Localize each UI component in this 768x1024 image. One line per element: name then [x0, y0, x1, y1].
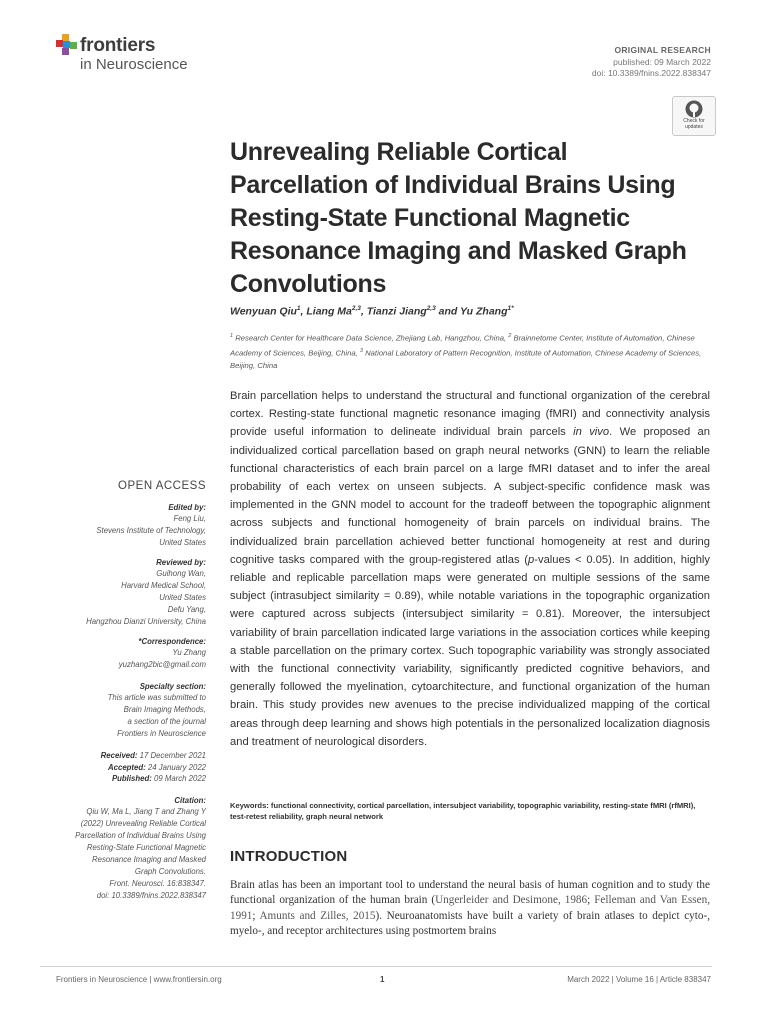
check-for-updates-button[interactable]: [672, 96, 716, 136]
affiliation-1: Research Center for Healthcare Data Science, Zhejiang Lab, Hangzhou, China,: [235, 333, 507, 343]
affiliation-2: Brainnetome Center, Institute of Automation, Chinese Academy of Sciences, Beijing, China,: [230, 333, 695, 358]
keywords: Keywords: functional connectivity, cortical parcellation, intersubject variability, topographic variability, resting-state fMRI (rfMRI), test-retest reliability, graph neural network: [230, 801, 696, 821]
editor-line: Feng Liu,: [173, 514, 206, 523]
citation-line: Parcellation of Individual Brains Using: [75, 830, 206, 840]
reviewer-line: Hangzhou Dianzi University, China: [86, 617, 206, 626]
editor-line: Stevens Institute of Technology,: [96, 526, 206, 535]
specialty-heading: Specialty section:: [139, 682, 206, 691]
article-title: Unrevealing Reliable Cortical Parcellation of Individual Brains Using Resting-State Functional Magnetic Resonance Imaging and Masked Graph Convolutions: [230, 138, 687, 298]
edited-by-heading: Edited by:: [168, 503, 206, 512]
correspondence-heading: *Correspondence:: [138, 637, 206, 646]
article-info-sidebar: [40, 480, 206, 902]
citation-line: Graph Convolutions.: [134, 866, 206, 876]
affiliation-3: National Laboratory of Pattern Recognition, Institute of Automation, Chinese Academy of Sciences, Beijing, China: [230, 348, 702, 371]
reviewer-line: Defu Yang,: [167, 605, 206, 614]
check-updates-icon: [685, 100, 703, 118]
citation-line: Qiu W, Ma L, Jiang T and Zhang Y: [86, 806, 206, 816]
specialty-line: Frontiers in Neuroscience: [117, 729, 206, 738]
correspondence-name: Yu Zhang: [172, 648, 206, 657]
affiliation-number: 2: [508, 333, 512, 339]
published-date-sidebar: Published: 09 March 2022: [111, 774, 206, 783]
footer-divider: [40, 966, 712, 967]
abstract-italic: p: [528, 553, 535, 566]
specialty-line: Brain Imaging Methods,: [123, 705, 206, 714]
reference-link[interactable]: Amunts and Zilles, 2015: [259, 909, 376, 922]
reviewed-by-heading: Reviewed by:: [156, 558, 206, 567]
introduction-text: Brain atlas has been an important tool to understand the neural basis of human cognition and to study the functional organization of the human brain (Ungerleider and Desimone, 1986; Felleman and Van Essen, 1991; Amunts and Zilles, 2015). Neuroanatomists have built a variety of brain atlases to depict cyto-, myelo-, and receptor architectures using postmortem brains: [230, 879, 711, 937]
citation-line: Resting-State Functional Magnetic: [86, 842, 206, 852]
article-type: ORIGINAL RESEARCH: [614, 45, 711, 55]
frontiers-logo-icon: [56, 34, 78, 56]
abstract-text: Brain parcellation helps to understand the structural and functional organization of the cerebral cortex. Resting-state functional magnetic resonance imaging (fMRI) and connectivity analysis provide useful information to delineate individual brain parcels: [230, 390, 710, 439]
citation-heading: Citation:: [174, 795, 206, 805]
affiliations: [230, 330, 710, 373]
specialty-line: This article was submitted to: [107, 693, 206, 702]
logo-word-frontiers: frontiers: [80, 35, 156, 56]
author-affiliation-sup: 2,3: [351, 305, 361, 312]
open-access-label: OPEN ACCESS: [118, 480, 206, 492]
abstract-text: . We proposed an individualized cortical parcellation based on graph neural networks (GNN) to learn the reliable functional characteristics of each brain parcel on a large fMRI dataset and to infer the areal probability of each vertex on unseen subjects. A subject-specific confidence mask was implemented in the GNN model to account for the tradeoff between the topographic alignment across subjects and functional homogeneity of brain parcels on individual brains. The individualized brain parcellation achieved better functional homogeneity at rest and during cognitive tasks compared with the group-registered atlas (: [230, 426, 710, 566]
abstract: [230, 387, 710, 751]
received-date: Received: 17 December 2021: [100, 751, 206, 760]
abstract-text: -values < 0.05). In addition, highly reliable and replicable parcellation maps were generated on multiple sessions of the same subject (intrasubject similarity = 0.89), while notable variations in the topographic organization were captured across subjects (intersubject similarity = 0.81). Moreover, the intersubject variability of brain parcellation indicated large variations in the association cortices while keeping a stable parcellation on the primary cortex. Such topographic variability was strongly associated with the functional connectivity variability, significantly predicted cognitive behaviors, and generally followed the myelination, cytoarchitecture, and functional organization of the human brain. This study provides new avenues to the precise individualized mapping of the cortical areas through deep learning and shows high potentials in the personalized localization diagnosis and treatment of neurological disorders.: [230, 553, 710, 748]
reviewer-line: Harvard Medical School,: [121, 581, 206, 590]
author-affiliation-sup: 1: [296, 305, 301, 312]
citation-line: (2022) Unrevealing Reliable Cortical: [80, 818, 206, 828]
author-list: [230, 305, 514, 318]
author-name[interactable]: Wenyuan Qiu: [230, 305, 297, 318]
editor-line: United States: [159, 538, 206, 547]
abstract-italic: in vivo: [573, 426, 610, 439]
author-separator: ,: [300, 305, 307, 318]
author-affiliation-sup: 1*: [507, 305, 514, 312]
logo-word-journal: in Neuroscience: [80, 56, 188, 73]
reference-link[interactable]: Felleman and Van Essen, 1991: [230, 894, 710, 922]
specialty-line: a section of the journal: [127, 717, 206, 726]
author-name[interactable]: Liang Ma: [306, 305, 352, 318]
accepted-date: Accepted: 24 January 2022: [108, 762, 206, 772]
citation-line: Front. Neurosci. 16:838347.: [109, 878, 206, 888]
citation-doi[interactable]: doi: 10.3389/fnins.2022.838347: [96, 890, 206, 900]
affiliation-number: 3: [359, 348, 363, 355]
author-separator: and: [435, 305, 461, 318]
author-name[interactable]: Tianzi Jiang: [366, 305, 427, 318]
page-number: 1: [380, 975, 385, 984]
affiliation-number: 1: [230, 333, 234, 339]
doi-link[interactable]: doi: 10.3389/fnins.2022.838347: [591, 68, 711, 78]
published-date: published: 09 March 2022: [613, 57, 711, 67]
reviewer-line: United States: [159, 593, 206, 602]
footer-journal[interactable]: Frontiers in Neuroscience | www.frontiersin.org: [56, 975, 222, 984]
footer-issue-info: March 2022 | Volume 16 | Article 838347: [567, 975, 711, 984]
reviewer-line: Guihong Wan,: [156, 569, 206, 578]
check-updates-label: [673, 118, 715, 130]
journal-logo: [56, 34, 226, 78]
author-name[interactable]: Yu Zhang: [460, 305, 508, 318]
introduction-heading: INTRODUCTION: [230, 848, 348, 865]
correspondence-email[interactable]: yuzhang2bic@gmail.com: [118, 660, 206, 669]
reference-link[interactable]: Ungerleider and Desimone, 1986: [435, 894, 588, 907]
check-updates-line2: updates: [685, 124, 703, 130]
check-updates-line1: Check for: [683, 118, 705, 124]
citation-line: Resonance Imaging and Masked: [92, 854, 206, 864]
author-affiliation-sup: 2,3: [426, 305, 436, 312]
author-separator: ,: [360, 305, 367, 318]
